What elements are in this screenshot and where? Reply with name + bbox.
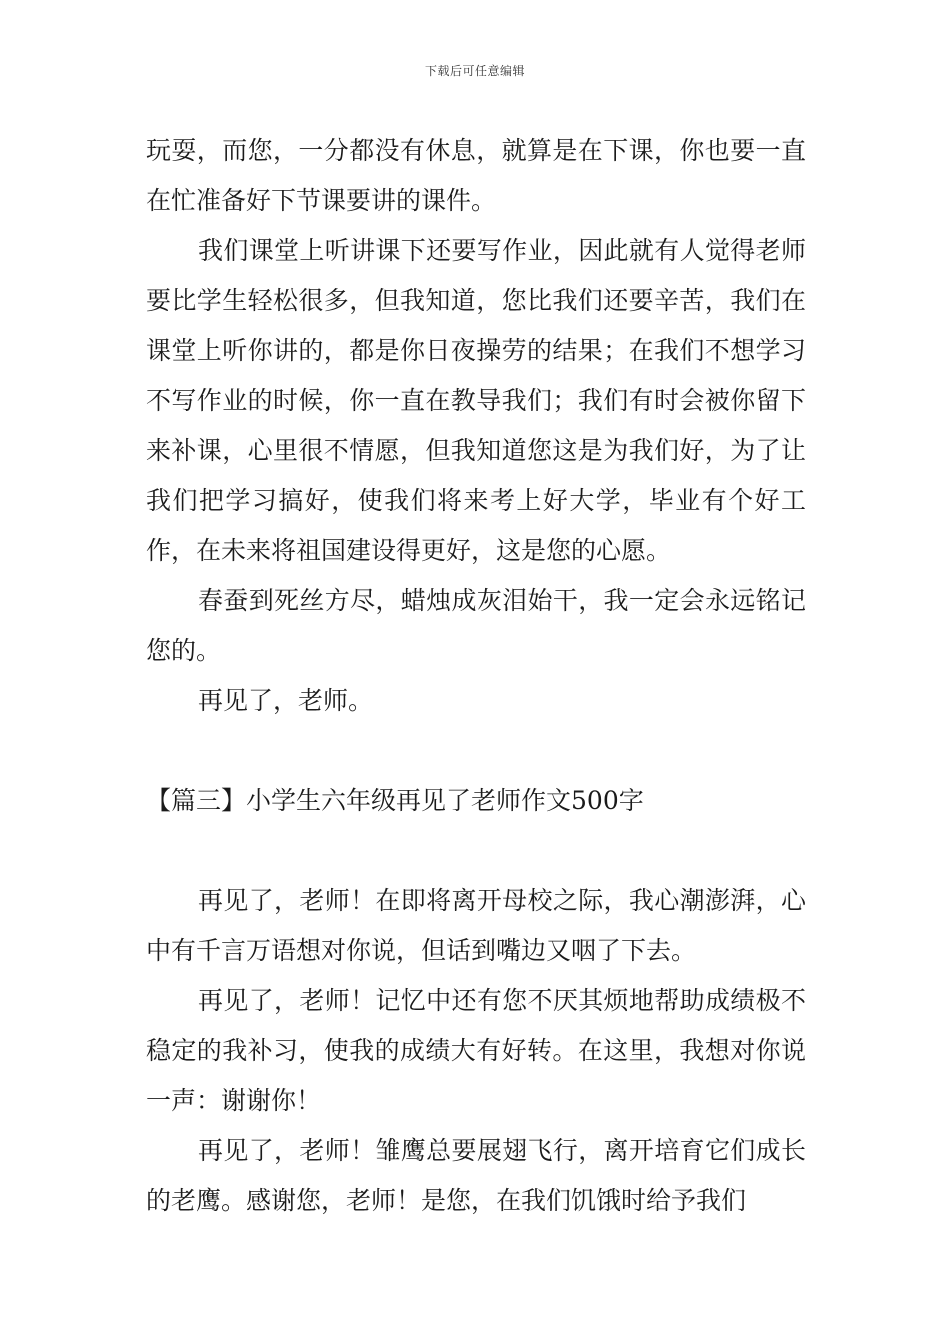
paragraph: 春蚕到死丝方尽，蜡烛成灰泪始干，我一定会永远铭记您的。 <box>146 586 806 665</box>
paragraph: 再见了，老师！雏鹰总要展翅飞行，离开培育它们成长的老鹰。感谢您，老师！是您，在我们饥饿时给予我们 <box>146 1136 806 1215</box>
section-title: 【篇三】小学生六年级再见了老师作文500字 <box>146 786 644 815</box>
paragraph: 玩耍，而您，一分都没有休息，就算是在下课，你也要一直在忙准备好下节课要讲的课件。 <box>146 136 806 215</box>
paragraph: 再见了，老师！在即将离开母校之际，我心潮澎湃，心中有千言万语想对你说，但话到嘴边又咽了下去。 <box>146 886 806 965</box>
paragraph: 我们课堂上听讲课下还要写作业，因此就有人觉得老师要比学生轻松很多，但我知道，您比我们还要辛苦，我们在课堂上听你讲的，都是你日夜操劳的结果；在我们不想学习不写作业的时候，你一直在教导我们；我们有时会被你留下来补课，心里很不情愿，但我知道您这是为我们好，为了让我们把学习搞好，使我们将来考上好大学，毕业有个好工作，在未来将祖国建设得更好，这是您的心愿。 <box>146 236 806 565</box>
page-header: 下载后可任意编辑 <box>424 64 525 78</box>
paragraph: 再见了，老师！记忆中还有您不厌其烦地帮助成绩极不稳定的我补习，使我的成绩大有好转。在这里，我想对你说一声：谢谢你！ <box>146 986 806 1115</box>
document-body <box>146 126 806 1226</box>
paragraph: 再见了，老师。 <box>198 686 374 715</box>
